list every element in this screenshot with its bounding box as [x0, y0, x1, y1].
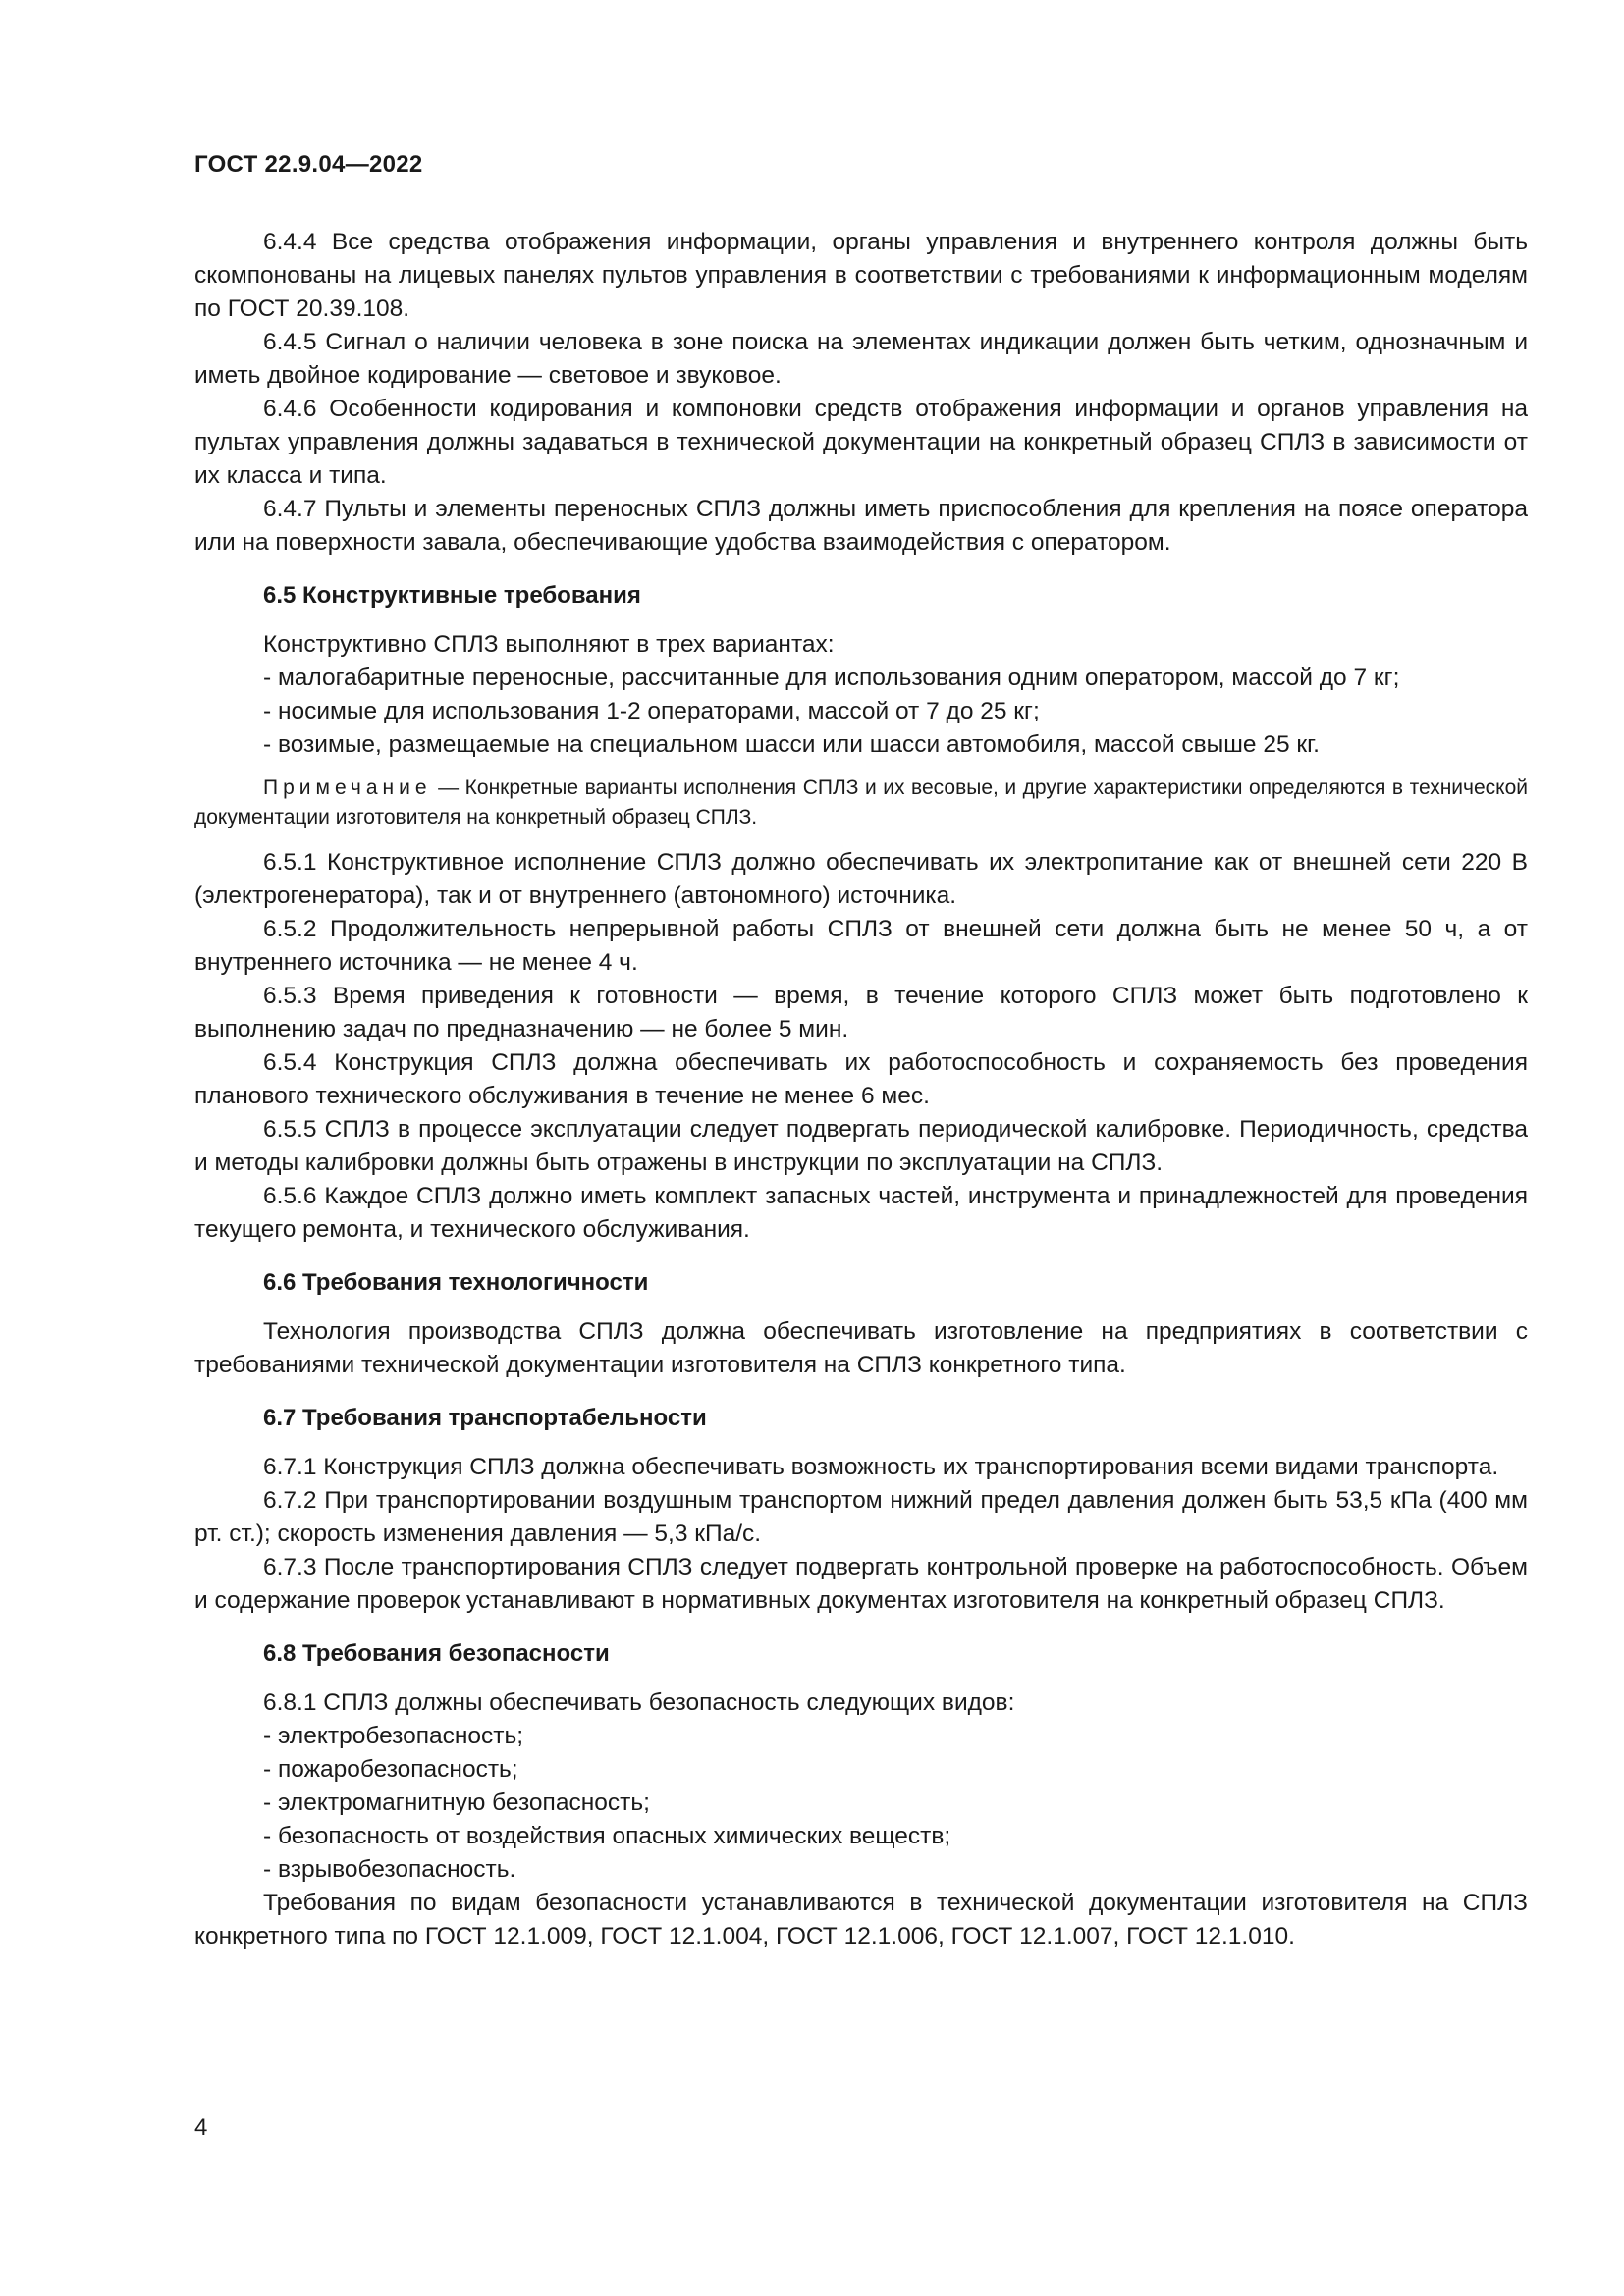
list-item-6-5-1: - малогабаритные переносные, рассчитанные для использования одним оператором, массой до 7 кг;: [263, 665, 1400, 691]
note-label: Примечание: [263, 776, 432, 799]
list-item-6-8-3: - электромагнитную безопасность;: [263, 1789, 650, 1816]
heading-6-5: 6.5 Конструктивные требования: [263, 582, 641, 609]
paragraph-6-5-1: 6.5.1 Конструктивное исполнение СПЛЗ должно обеспечивать их электропитание как от внешней сети 220 В (электрогенератора), так и от внутреннего (автономного) источника.: [194, 849, 1528, 909]
paragraph-6-7-2: 6.7.2 При транспортировании воздушным транспортом нижний предел давления должен быть 53,5 кПа (400 мм рт. ст.); скорость изменения давления — 5,3 кПа/с.: [194, 1487, 1528, 1547]
paragraph-6-8-1: 6.8.1 СПЛЗ должны обеспечивать безопасность следующих видов:: [263, 1689, 1015, 1716]
heading-6-7: 6.7 Требования транспортабельности: [263, 1405, 707, 1431]
paragraph-6-4-4: 6.4.4 Все средства отображения информации, органы управления и внутреннего контроля должны быть скомпонованы на лицевых панелях пультов управления в соответствии с требованиями к информационным моделям по ГОСТ 20.39.108.: [194, 229, 1528, 322]
page-number: 4: [194, 2114, 208, 2141]
list-item-6-5-2: - носимые для использования 1-2 операторами, массой от 7 до 25 кг;: [263, 698, 1040, 724]
note-text: — Конкретные варианты исполнения СПЛЗ и их весовые, и другие характеристики определяются в технической документации изготовителя на конкретный образец СПЛЗ.: [194, 776, 1528, 828]
paragraph-6-4-7: 6.4.7 Пульты и элементы переносных СПЛЗ должны иметь приспособления для крепления на поясе оператора или на поверхности завала, обеспечивающие удобства взаимодействия с оператором.: [194, 496, 1528, 556]
paragraph-6-6: Технология производства СПЛЗ должна обеспечивать изготовление на предприятиях в соответствии с требованиями технической документации изготовителя на СПЛЗ конкретного типа.: [194, 1318, 1528, 1378]
list-item-6-8-5: - взрывобезопасность.: [263, 1856, 516, 1883]
list-item-6-8-1: - электробезопасность;: [263, 1723, 524, 1749]
paragraph-6-5-2: 6.5.2 Продолжительность непрерывной работы СПЛЗ от внешней сети должна быть не менее 50 ч, а от внутреннего источника — не менее 4 ч.: [194, 916, 1528, 976]
document-code: ГОСТ 22.9.04—2022: [194, 151, 423, 178]
paragraph-6-7-3: 6.7.3 После транспортирования СПЛЗ следует подвергать контрольной проверке на работоспособность. Объем и содержание проверок устанавливают в нормативных документах изготовителя на конкретный образец СПЛЗ.: [194, 1554, 1528, 1614]
note: [194, 774, 1528, 832]
list-item-6-5-3: - возимые, размещаемые на специальном шасси или шасси автомобиля, массой свыше 25 кг.: [263, 731, 1320, 758]
paragraph-6-5-5: 6.5.5 СПЛЗ в процессе эксплуатации следует подвергать периодической калибровке. Периодичность, средства и методы калибровки должны быть отражены в инструкции по эксплуатации на СПЛЗ.: [194, 1116, 1528, 1176]
paragraph-6-5-intro: Конструктивно СПЛЗ выполняют в трех вариантах:: [263, 631, 835, 658]
paragraph-6-4-6: 6.4.6 Особенности кодирования и компоновки средств отображения информации и органов управления на пультах управления должны задаваться в технической документации на конкретный образец СПЛЗ в зависимости от их класса и типа.: [194, 396, 1528, 489]
paragraph-6-5-4: 6.5.4 Конструкция СПЛЗ должна обеспечивать их работоспособность и сохраняемость без проведения планового технического обслуживания в течение не менее 6 мес.: [194, 1049, 1528, 1109]
heading-6-6: 6.6 Требования технологичности: [263, 1269, 649, 1296]
paragraph-6-8-end: Требования по видам безопасности устанавливаются в технической документации изготовителя на СПЛЗ конкретного типа по ГОСТ 12.1.009, ГОСТ 12.1.004, ГОСТ 12.1.006, ГОСТ 12.1.007, ГОСТ 12.1.010.: [194, 1890, 1528, 1949]
document-body: [194, 226, 1528, 1953]
heading-6-8: 6.8 Требования безопасности: [263, 1640, 610, 1667]
paragraph-6-4-5: 6.4.5 Сигнал о наличии человека в зоне поиска на элементах индикации должен быть четким, однозначным и иметь двойное кодирование — световое и звуковое.: [194, 329, 1528, 389]
paragraph-6-7-1: 6.7.1 Конструкция СПЛЗ должна обеспечивать возможность их транспортирования всеми видами транспорта.: [263, 1454, 1499, 1480]
paragraph-6-5-3: 6.5.3 Время приведения к готовности — время, в течение которого СПЛЗ может быть подготовлено к выполнению задач по предназначению — не более 5 мин.: [194, 983, 1528, 1042]
paragraph-6-5-6: 6.5.6 Каждое СПЛЗ должно иметь комплект запасных частей, инструмента и принадлежностей для проведения текущего ремонта, и технического обслуживания.: [194, 1183, 1528, 1243]
list-item-6-8-4: - безопасность от воздействия опасных химических веществ;: [263, 1823, 951, 1849]
list-item-6-8-2: - пожаробезопасность;: [263, 1756, 518, 1783]
